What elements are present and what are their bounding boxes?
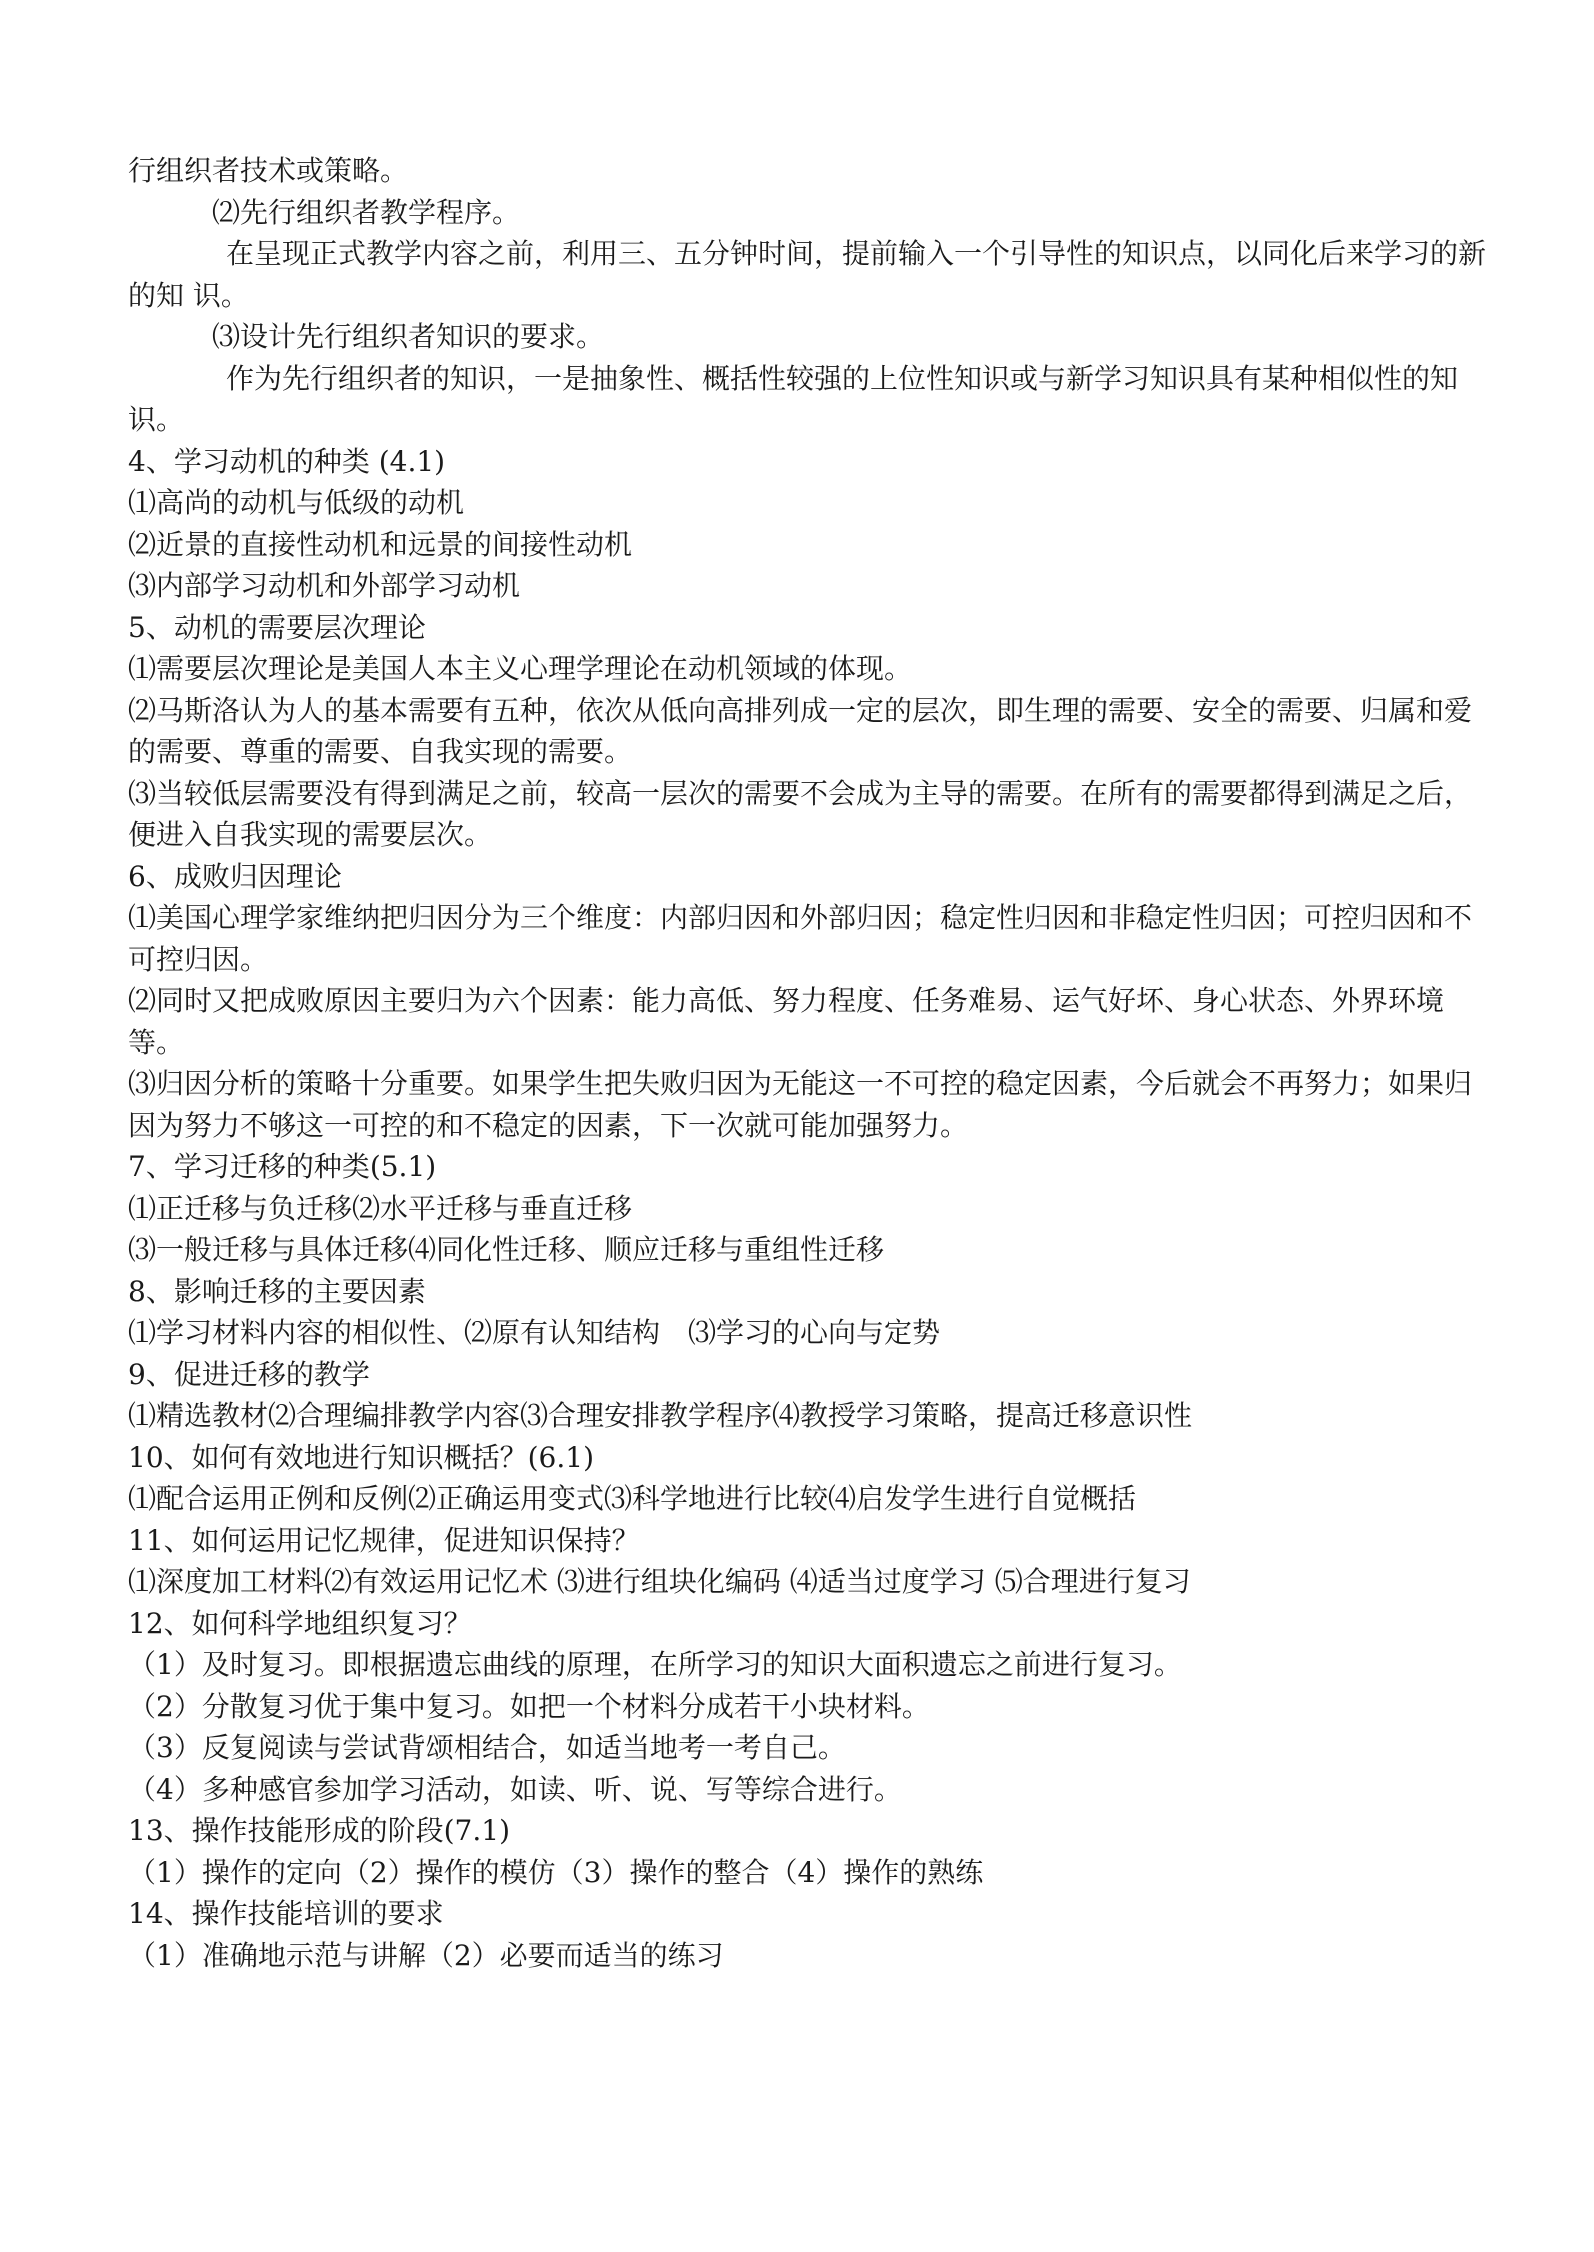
text-line: ⑶一般迁移与具体迁移⑷同化性迁移、顺应迁移与重组性迁移 [128,1233,885,1266]
document-body [128,150,1498,1976]
text-line: （1）准确地示范与讲解（2）必要而适当的练习 [128,1938,724,1972]
text-line: （3）反复阅读与尝试背颂相结合，如适当地考一考自己。 [128,1731,846,1764]
text-line: ⑵先行组织者教学程序。 [212,195,521,229]
text-line: 10、如何有效地进行知识概括？(6.1) [128,1440,595,1474]
text-line: 14、操作技能培训的要求 [128,1897,444,1930]
text-line: ⑴需要层次理论是美国人本主义心理学理论在动机领域的体现。 [128,652,913,685]
text-line: ⑶当较低层需要没有得到满足之前，较高一层次的需要不会成为主导的需要。在所有的需要都得到满足之后，便进入自我实现的需要层次。 [128,776,1473,851]
text-line: ⑵马斯洛认为人的基本需要有五种，依次从低向高排列成一定的层次，即生理的需要、安全的需要、归属和爱的需要、尊重的需要、自我实现的需要。 [128,693,1473,768]
text-line: 8、影响迁移的主要因素 [128,1274,426,1308]
text-line: ⑴高尚的动机与低级的动机 [128,486,465,519]
text-line: ⑴精选教材⑵合理编排教学内容⑶合理安排教学程序⑷教授学习策略，提高迁移意识性 [128,1399,1193,1432]
text-line: 13、操作技能形成的阶段(7.1) [128,1814,511,1847]
text-line: 12、如何科学地组织复习？ [128,1606,472,1640]
text-line: （2）分散复习优于集中复习。如把一个材料分成若干小块材料。 [128,1689,930,1723]
text-line: 7、学习迁移的种类(5.1) [128,1150,437,1183]
text-line: 5、动机的需要层次理论 [128,610,426,644]
text-line: （4）多种感官参加学习活动，如读、听、说、写等综合进行。 [128,1772,902,1806]
text-line: ⑶设计先行组织者知识的要求。 [212,320,605,353]
text-line: 行组织者技术或策略。 [128,154,409,187]
text-line: 4、学习动机的种类 (4.1) [128,444,446,478]
text-line: ⑴正迁移与负迁移⑵水平迁移与垂直迁移 [128,1191,633,1225]
text-line: 11、如何运用记忆规律，促进知识保持？ [128,1523,640,1557]
text-line: 9、促进迁移的教学 [128,1357,370,1391]
text-line: ⑴美国心理学家维纳把归因分为三个维度：内部归因和外部归因；稳定性归因和非稳定性归因；可控归因和不可控归因。 [128,901,1473,976]
text-line: ⑶内部学习动机和外部学习动机 [128,569,521,602]
text-line: ⑴深度加工材料⑵有效运用记忆术 ⑶进行组块化编码 ⑷适当过度学习 ⑸合理进行复习 [128,1565,1191,1598]
text-line: 作为先行组织者的知识，一是抽象性、概括性较强的上位性知识或与新学习知识具有某种相似性的知识。 [128,361,1459,436]
text-line: （1）操作的定向（2）操作的模仿（3）操作的整合（4）操作的熟练 [128,1855,984,1889]
text-line: 在呈现正式教学内容之前，利用三、五分钟时间，提前输入一个引导性的知识点，以同化后来学习的新的知 识。 [128,237,1487,312]
text-line: ⑵近景的直接性动机和远景的间接性动机 [128,527,633,561]
text-line: ⑵同时又把成败原因主要归为六个因素：能力高低、努力程度、任务难易、运气好坏、身心状态、外界环境等。 [128,984,1445,1059]
text-line: ⑴学习材料内容的相似性、⑵原有认知结构 ⑶学习的心向与定势 [128,1316,941,1349]
text-line: ⑴配合运用正例和反例⑵正确运用变式⑶科学地进行比较⑷启发学生进行自觉概括 [128,1482,1137,1515]
text-line: 6、成败归因理论 [128,859,342,893]
text-line: （1）及时复习。即根据遗忘曲线的原理，在所学习的知识大面积遗忘之前进行复习。 [128,1648,1182,1681]
text-line: ⑶归因分析的策略十分重要。如果学生把失败归因为无能这一不可控的稳定因素，今后就会不再努力；如果归因为努力不够这一可控的和不稳定的因素，下一次就可能加强努力。 [128,1067,1473,1142]
